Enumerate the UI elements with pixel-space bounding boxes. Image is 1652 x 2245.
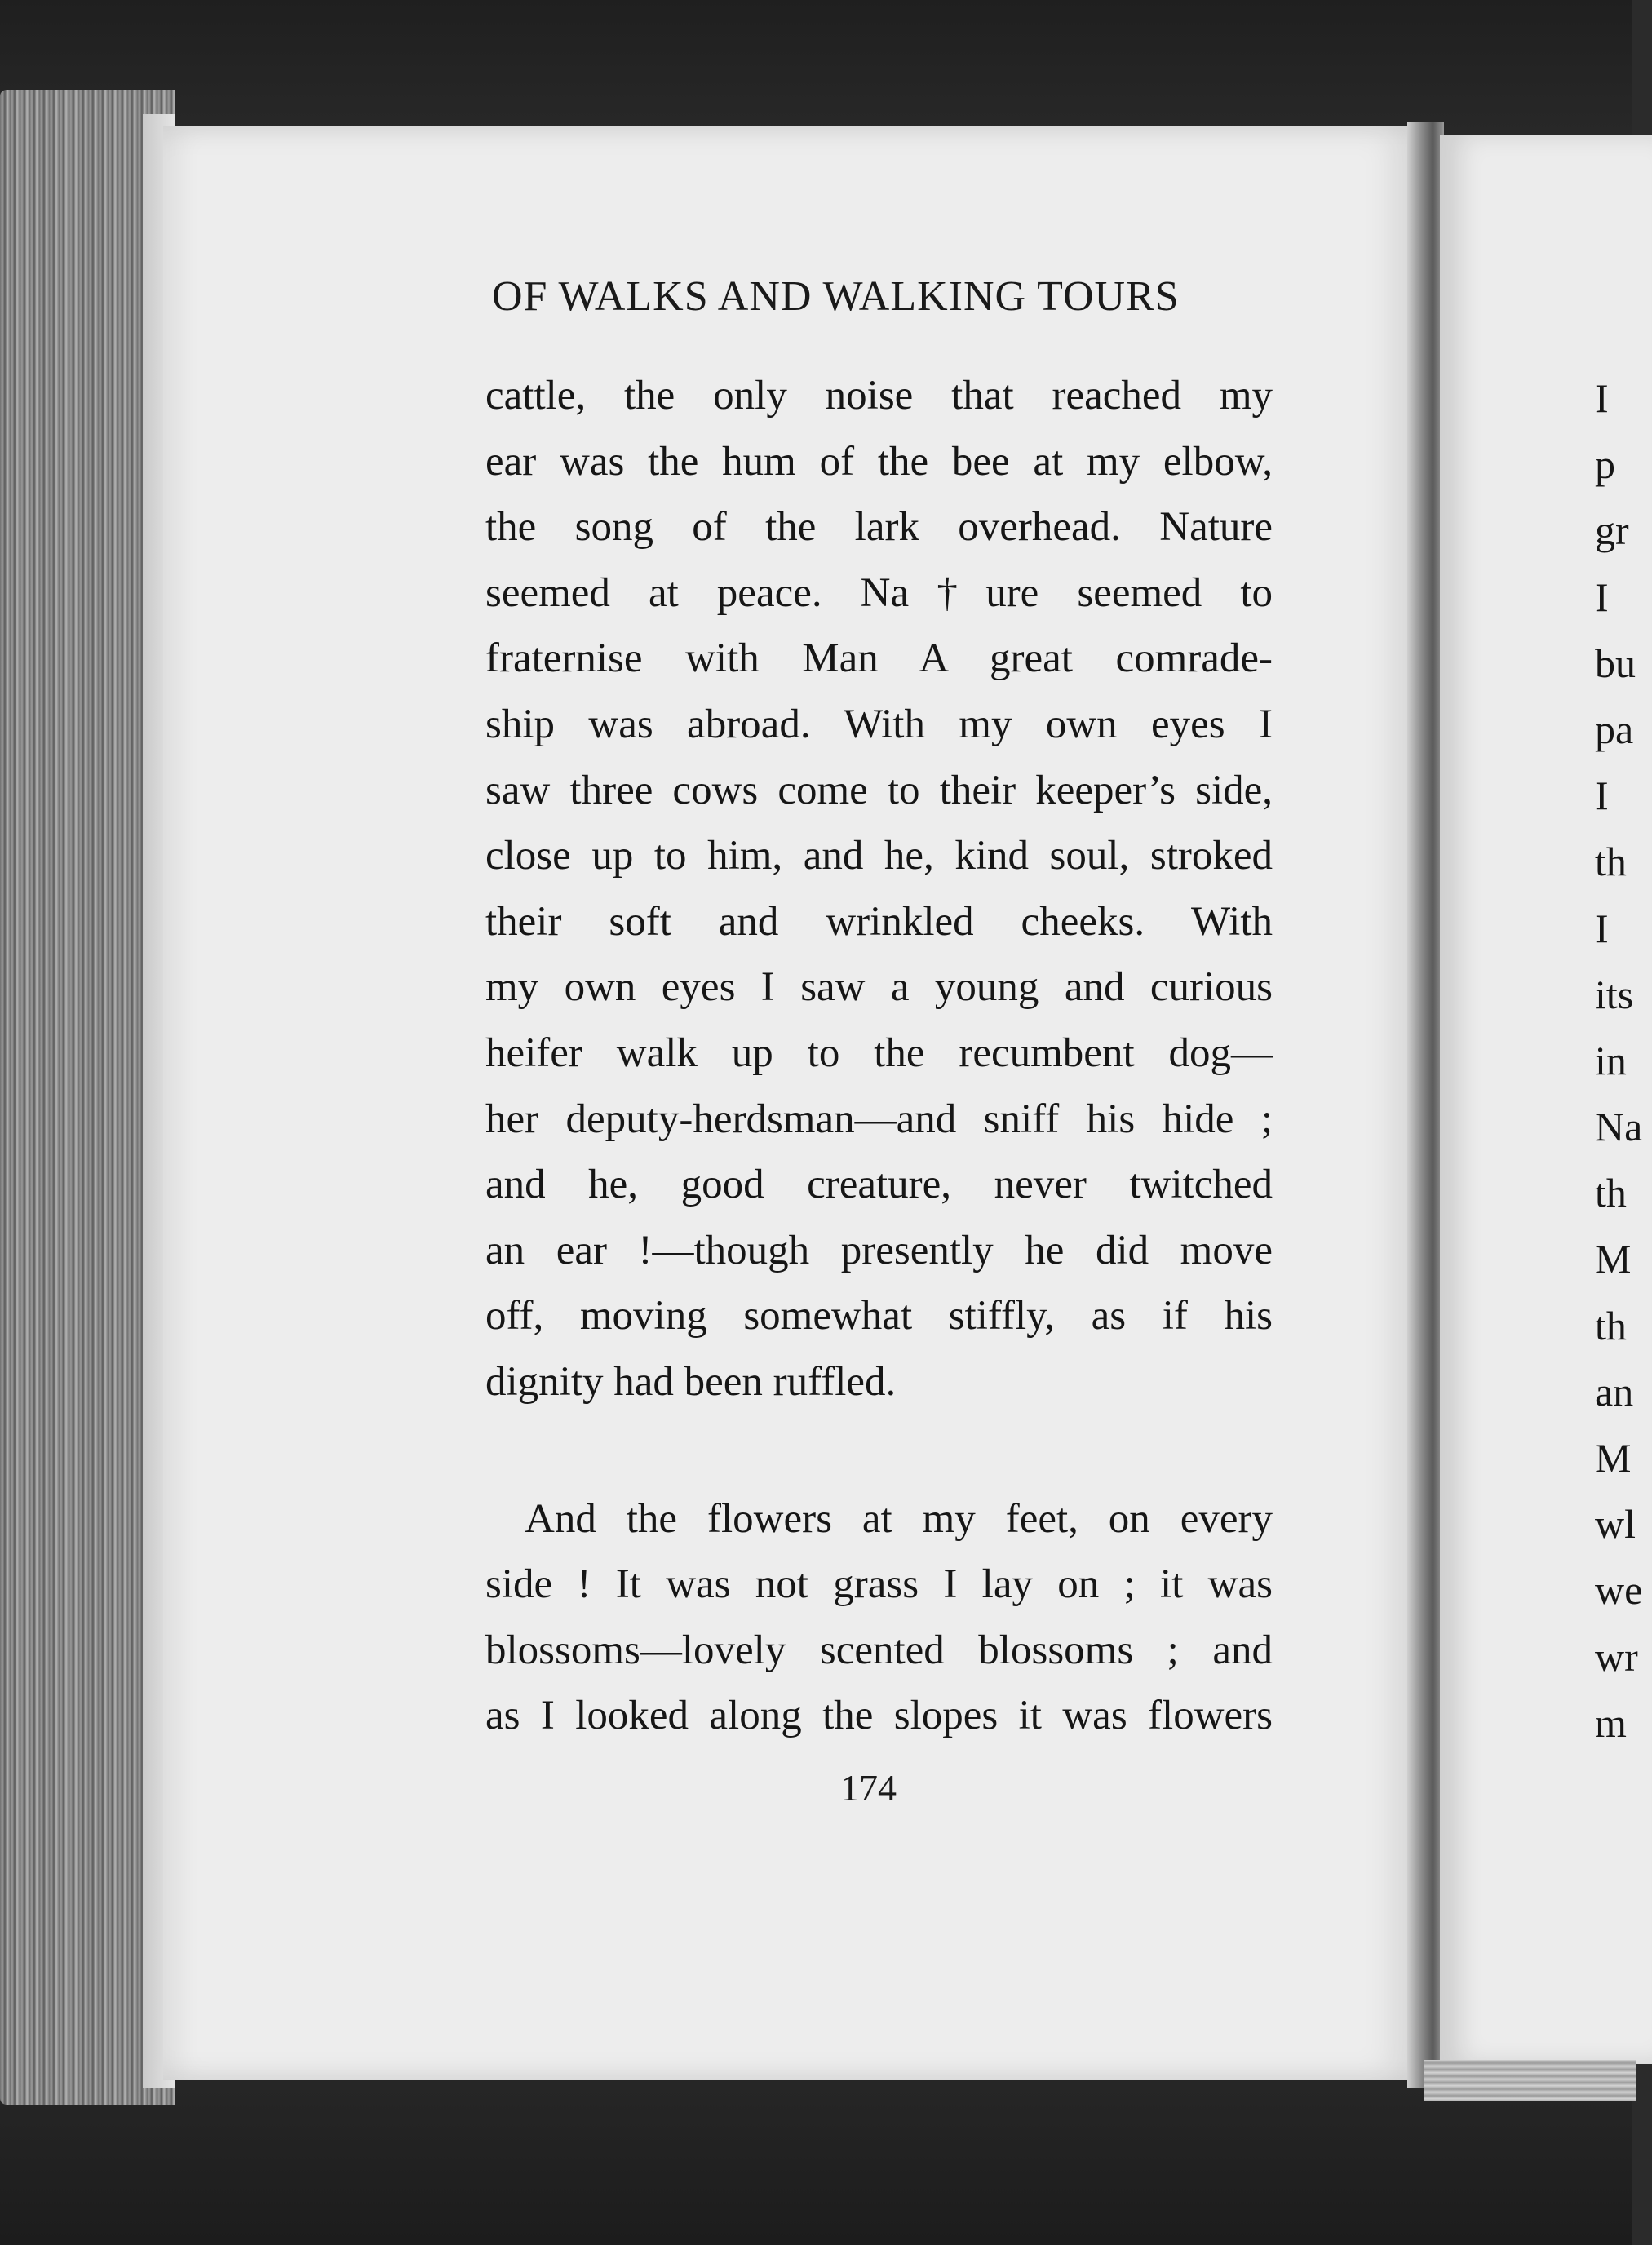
facing-line-fragment: p xyxy=(1595,441,1615,488)
stacked-page-edges xyxy=(0,90,175,2105)
facing-line-fragment: Na xyxy=(1595,1104,1643,1150)
facing-line-fragment: pa xyxy=(1595,706,1634,752)
text-line: off, moving somewhat stiffly, as if his xyxy=(485,1293,1273,1339)
text-line: blossoms—lovely scented blossoms ; and xyxy=(485,1627,1273,1673)
facing-line-fragment: I xyxy=(1595,905,1609,951)
facing-line-fragment: th xyxy=(1595,1302,1627,1348)
facing-line-fragment: an xyxy=(1595,1368,1634,1415)
text-line: heifer walk up to the recumbent dog— xyxy=(485,1030,1273,1076)
facing-line-fragment: in xyxy=(1595,1037,1627,1083)
body-text xyxy=(485,363,1273,1749)
paragraph-1 xyxy=(485,363,1273,1415)
text-line: the song of the lark overhead. Nature xyxy=(485,504,1273,551)
text-line: saw three cows come to their keeper’s side, xyxy=(485,767,1273,813)
book-gutter xyxy=(1407,122,1444,2088)
facing-line-fragment: th xyxy=(1595,1170,1627,1216)
text-line: as I looked along the slopes it was flowers xyxy=(485,1693,1273,1739)
facing-line-fragment: bu xyxy=(1595,640,1636,686)
running-head: OF WALKS AND WALKING TOURS xyxy=(492,273,1180,320)
facing-line-fragment: its xyxy=(1595,971,1634,1017)
facing-line-fragment: I xyxy=(1595,573,1609,620)
text-line: fraternise with Man A great comrade- xyxy=(485,635,1273,682)
facing-line-fragment: I xyxy=(1595,375,1609,421)
text-line: her deputy-herdsman—and sniff his hide ; xyxy=(485,1096,1273,1142)
facing-line-fragment: I xyxy=(1595,773,1609,819)
paragraph-2 xyxy=(485,1486,1273,1749)
text-line: close up to him, and he, kind soul, stroked xyxy=(485,833,1273,879)
facing-line-fragment: M xyxy=(1595,1435,1632,1481)
text-line: and he, good creature, never twitched xyxy=(485,1162,1273,1208)
facing-line-fragment: gr xyxy=(1595,507,1629,554)
facing-line-fragment: th xyxy=(1595,839,1627,885)
text-line: side ! It was not grass I lay on ; it was xyxy=(485,1561,1273,1608)
facing-line-fragment: m xyxy=(1595,1699,1627,1746)
text-line: an ear !—though presently he did move xyxy=(485,1227,1273,1273)
text-line: cattle, the only noise that reached my xyxy=(485,373,1273,418)
facing-line-fragment: we xyxy=(1595,1567,1643,1614)
text-line: ear was the hum of the bee at my elbow, xyxy=(485,438,1273,485)
text-line: ship was abroad. With my own eyes I xyxy=(485,701,1273,747)
text-line: And the flowers at my feet, on every xyxy=(525,1495,1273,1542)
facing-page-edge xyxy=(1424,2060,1636,2101)
text-line: their soft and wrinkled cheeks. With xyxy=(485,898,1273,945)
text-line: dignity had been ruffled. xyxy=(485,1358,897,1405)
facing-page-text xyxy=(1595,365,1644,1756)
facing-line-fragment: M xyxy=(1595,1236,1632,1282)
facing-line-fragment: wr xyxy=(1595,1633,1638,1680)
text-line: my own eyes I saw a young and curious xyxy=(485,964,1273,1011)
text-line: seemed at peace. Na†ure seemed to xyxy=(485,569,1273,616)
page-number: 174 xyxy=(840,1767,897,1809)
paragraph-break xyxy=(485,1415,1273,1486)
facing-line-fragment: wl xyxy=(1595,1501,1636,1548)
